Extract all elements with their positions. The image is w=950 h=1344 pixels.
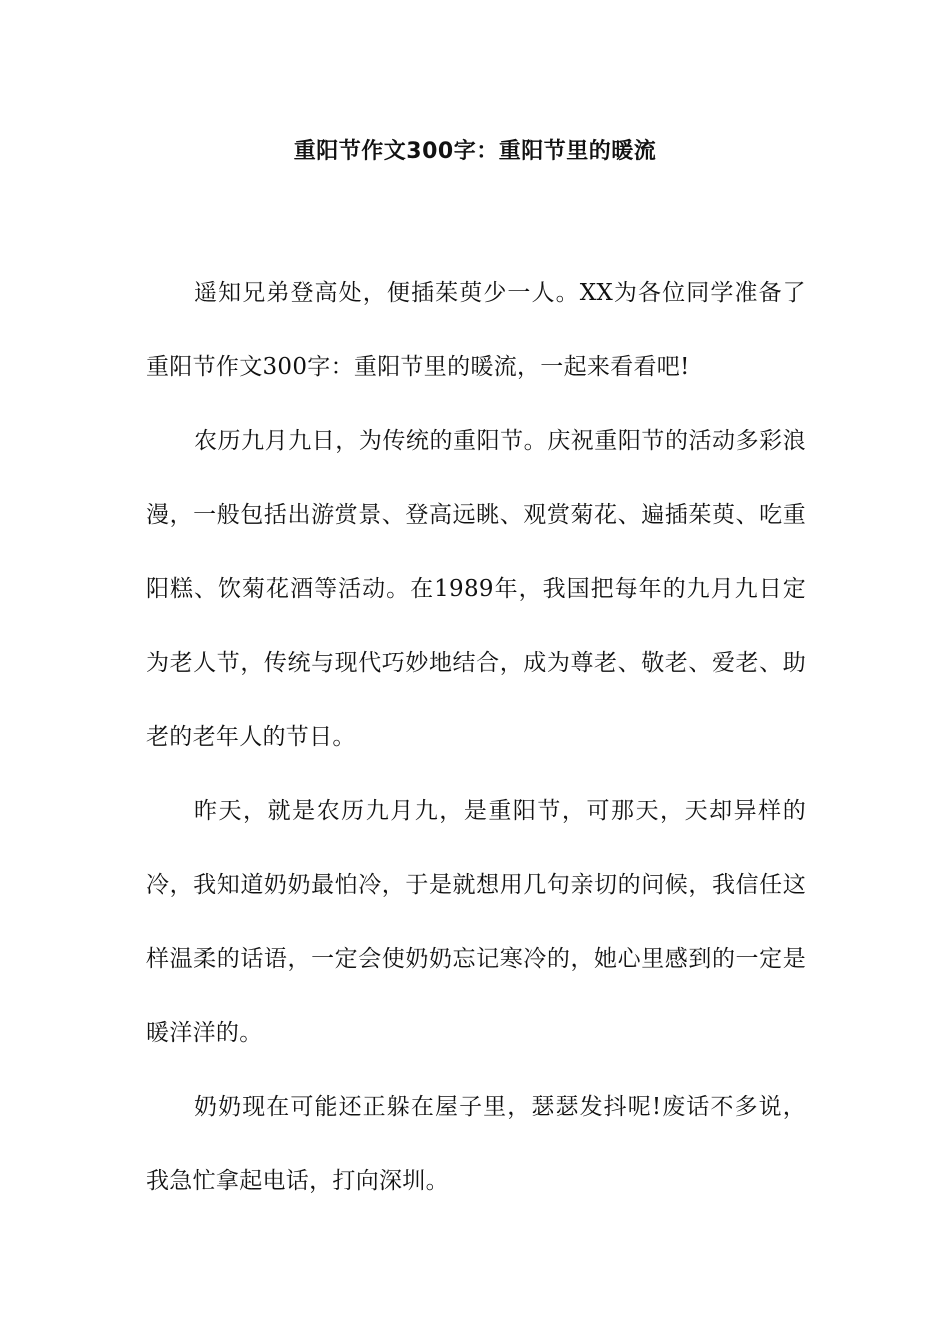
document-title: 重阳节作文300字：重阳节里的暖流 (293, 139, 657, 164)
paragraph-intro: 遥知兄弟登高处，便插茱萸少一人。XX为各位同学准备了重阳节作文300字：重阳节里的暖流，一起来看看吧! (146, 280, 806, 380)
paragraph-phone-call: 奶奶现在可能还正躲在屋子里，瑟瑟发抖呢!废话不多说，我急忙拿起电话，打向深圳。 (146, 1094, 806, 1194)
document-body (146, 256, 806, 1218)
paragraph-festival: 农历九月九日，为传统的重阳节。庆祝重阳节的活动多彩浪漫，一般包括出游赏景、登高远眺、观赏菊花、遍插茱萸、吃重阳糕、饮菊花酒等活动。在1989年，我国把每年的九月九日定为老人节，传统与现代巧妙地结合，成为尊老、敬老、爱老、助老的老年人的节日。 (146, 428, 806, 750)
paragraph-yesterday: 昨天，就是农历九月九，是重阳节，可那天，天却异样的冷，我知道奶奶最怕冷，于是就想用几句亲切的问候，我信任这样温柔的话语，一定会使奶奶忘记寒冷的，她心里感到的一定是暖洋洋的。 (146, 798, 806, 1046)
